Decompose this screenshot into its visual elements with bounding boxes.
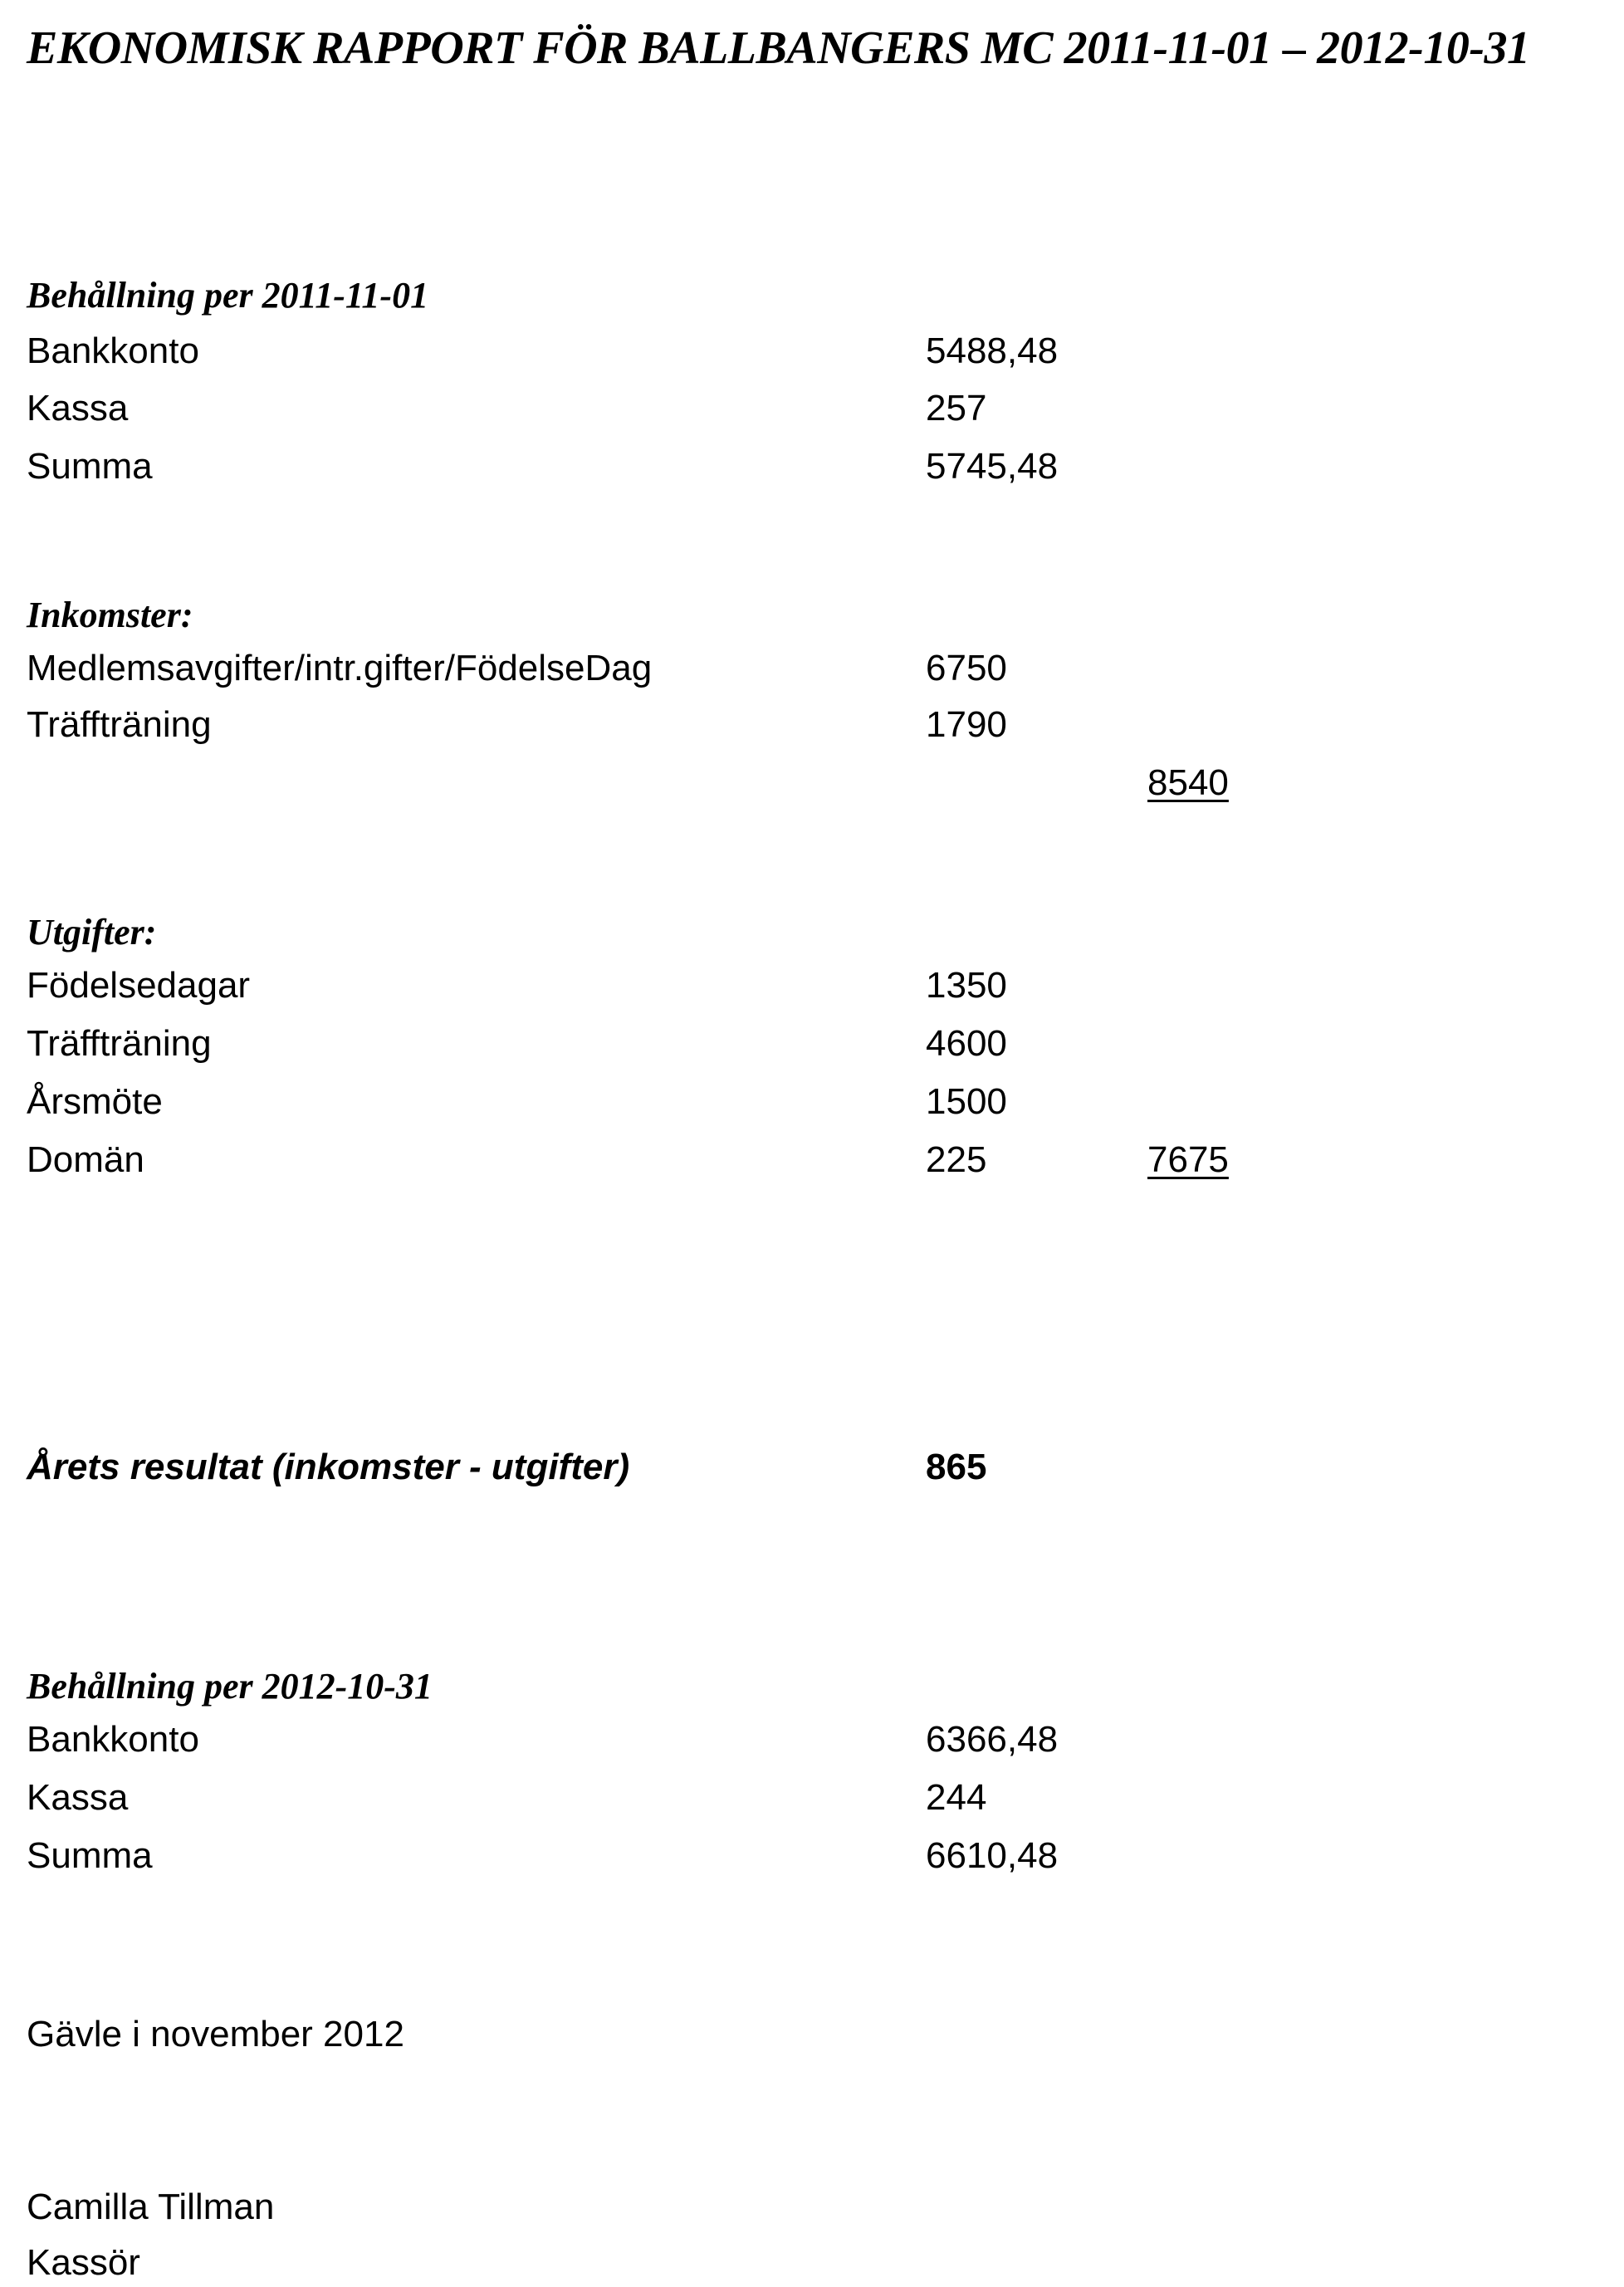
place-date: Gävle i november 2012 [27,2014,404,2054]
row-value: 257 [926,388,987,429]
row-label: Bankkonto [27,331,199,371]
row-value: 6366,48 [926,1719,1059,1760]
row-value: 1500 [926,1081,1007,1122]
year-result-label: Årets resultat (inkomster - utgifter) [27,1447,630,1487]
income-membership-row [27,648,1272,698]
expenses-heading: Utgifter: [27,912,157,953]
expense-annual-meeting-row [27,1081,1272,1131]
expense-domain-row [27,1139,1272,1189]
closing-kassa-row [27,1777,1272,1827]
row-label: Domän [27,1139,144,1180]
row-label: Bankkonto [27,1719,199,1760]
row-label: Kassa [27,388,129,429]
report-title: EKONOMISK RAPPORT FÖR BALLBANGERS MC 2011-11-01 – 2012-10-31 [27,22,1530,74]
opening-summa-row [27,446,1272,496]
expense-birthdays-row [27,965,1272,1015]
row-label: Summa [27,446,153,487]
opening-bankkonto-row [27,331,1272,380]
year-result-value: 865 [926,1447,987,1487]
row-value: 5488,48 [926,331,1059,371]
row-value: 6750 [926,648,1007,688]
row-value: 6610,48 [926,1835,1059,1876]
row-value: 1350 [926,965,1007,1006]
row-label: Kassa [27,1777,129,1818]
income-total-row [27,762,1272,812]
signature-name: Camilla Tillman [27,2187,275,2227]
income-traffaning-row [27,704,1272,754]
row-value: 5745,48 [926,446,1059,487]
closing-bankkonto-row [27,1719,1272,1769]
opening-kassa-row [27,388,1272,438]
row-value: 4600 [926,1023,1007,1064]
row-value: 1790 [926,704,1007,745]
closing-balance-heading: Behållning per 2012-10-31 [27,1666,433,1707]
row-value: 225 [926,1139,987,1180]
row-label: Summa [27,1835,153,1876]
row-label: Träffträning [27,704,212,745]
opening-balance-heading: Behållning per 2011-11-01 [27,275,429,316]
expenses-total: 7675 [1147,1139,1229,1180]
row-label: Medlemsavgifter/intr.gifter/FödelseDag [27,648,653,688]
closing-summa-row [27,1835,1272,1885]
expense-traffaning-row [27,1023,1272,1073]
row-label: Träffträning [27,1023,212,1064]
signature-role: Kassör [27,2242,140,2283]
row-label: Årsmöte [27,1081,163,1122]
row-value: 244 [926,1777,987,1818]
income-total: 8540 [1147,762,1229,803]
row-label: Födelsedagar [27,965,251,1006]
income-heading: Inkomster: [27,595,193,635]
year-result-row [27,1447,1272,1496]
